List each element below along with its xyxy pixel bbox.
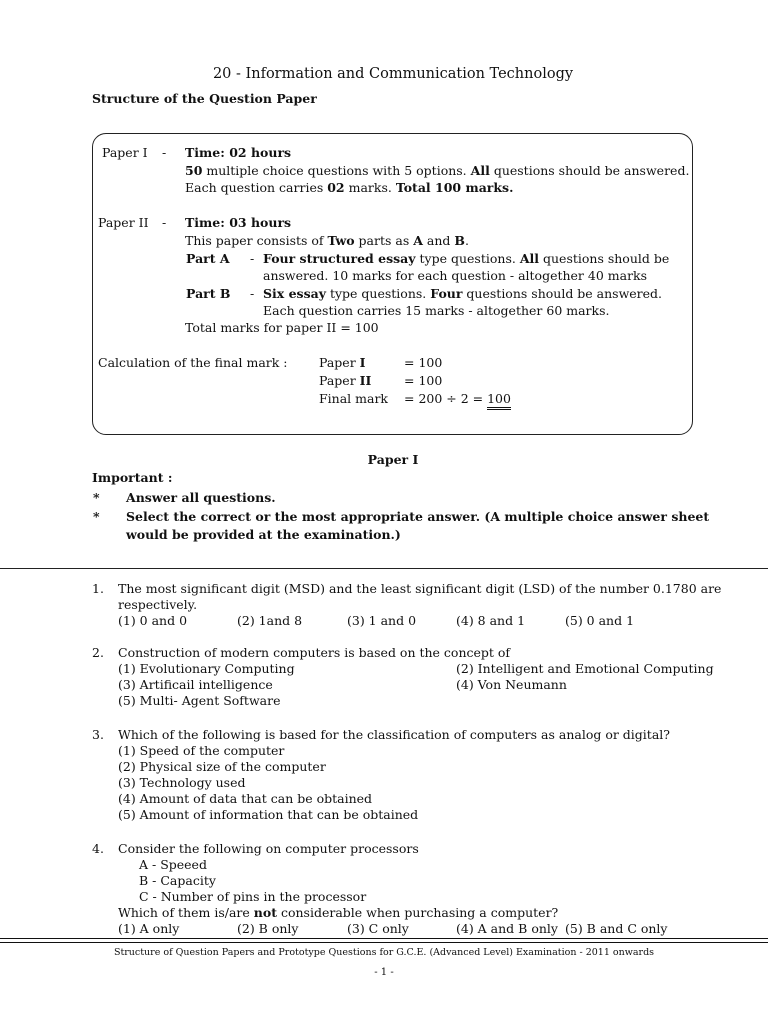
page-footer: Structure of Question Papers and Prototype Questions for G.C.E. (Advanced Level) Examination - 2011 onwards (113, 947, 655, 958)
section-subtitle: Structure of the Question Paper (92, 91, 317, 106)
question-4-option-4[interactable]: (4) A and B only (456, 921, 558, 936)
paper2-line1-mid: parts as (354, 233, 414, 248)
question-4-text: Consider the following on computer processors (118, 841, 419, 856)
question-3-option-3[interactable]: (3) Technology used (118, 775, 246, 790)
important-item-2-line2: would be provided at the examination.) (126, 527, 401, 542)
part-a-type: Four structured essay (263, 251, 416, 266)
question-4-prompt-not: not (253, 905, 277, 920)
question-4-number: 4. (92, 841, 104, 856)
paper2-part-b: B (454, 233, 465, 248)
question-3-text: Which of the following is based for the classification of computers as analog or digital? (118, 727, 670, 742)
paper1-time: Time: 02 hours (185, 145, 292, 160)
question-4-item-b: B - Capacity (139, 873, 216, 888)
question-1-number: 1. (92, 581, 104, 596)
important-label: Important : (92, 470, 173, 485)
question-4-option-2[interactable]: (2) B only (237, 921, 299, 936)
calc-paper2-text: Paper (319, 373, 360, 388)
paper2-label: Paper II (98, 215, 149, 230)
important-item-2-line1: Select the correct or the most appropriate answer. (A multiple choice answer sheet (126, 509, 710, 524)
part-a-dash: - (250, 251, 255, 266)
calc-final-value (404, 391, 511, 406)
calc-paper1-numeral: I (359, 355, 366, 370)
question-1-option-1[interactable]: (1) 0 and 0 (118, 613, 188, 628)
question-2-option-2[interactable]: (2) Intelligent and Emotional Computing (456, 661, 714, 676)
part-b-line1 (263, 286, 662, 301)
paper2-period: . (464, 233, 469, 248)
paper1-all: All (470, 163, 490, 178)
page-number: - 1 - (374, 967, 394, 978)
question-4-option-1[interactable]: (1) A only (118, 921, 180, 936)
question-3-option-2[interactable]: (2) Physical size of the computer (118, 759, 326, 774)
paper2-two: Two (327, 233, 355, 248)
question-2-text: Construction of modern computers is based on the concept of (118, 645, 511, 660)
calc-final-label: Final mark (319, 391, 389, 406)
part-a-text: type questions. (415, 251, 520, 266)
part-a-line1 (263, 251, 669, 266)
question-1-text-line2: respectively. (118, 597, 198, 612)
important-item-1: Answer all questions. (126, 490, 276, 505)
question-2-option-4[interactable]: (4) Von Neumann (456, 677, 567, 692)
calc-paper2-value: = 100 (404, 373, 443, 388)
part-a-line2: answered. 10 marks for each question - altogether 40 marks (263, 268, 648, 283)
paper2-line1 (185, 233, 469, 248)
question-3-option-5[interactable]: (5) Amount of information that can be obtained (118, 807, 419, 822)
calc-paper1-text: Paper (319, 355, 360, 370)
question-1-option-2[interactable]: (2) 1and 8 (237, 613, 303, 628)
calc-label: Calculation of the final mark : (98, 355, 288, 370)
question-1-text-line1: The most significant digit (MSD) and the least significant digit (LSD) of the number 0.1780 are (118, 581, 722, 596)
question-1-option-4[interactable]: (4) 8 and 1 (456, 613, 526, 628)
page-title: 20 - Information and Communication Technology (212, 66, 574, 82)
paper1-line1-text: multiple choice questions with 5 options. (202, 163, 471, 178)
question-4-prompt-start: Which of them is/are (118, 905, 254, 920)
calc-final-result: 100 (487, 391, 511, 410)
paper2-time: Time: 03 hours (185, 215, 292, 230)
part-b-end: questions should be answered. (462, 286, 663, 301)
divider-top (0, 568, 768, 569)
question-4-item-a: A - Speeed (139, 857, 207, 872)
paper1-total: Total 100 marks. (395, 180, 514, 195)
question-1-option-3[interactable]: (3) 1 and 0 (347, 613, 417, 628)
part-a-label: Part A (186, 251, 230, 266)
paper2-dash: - (162, 215, 167, 230)
paper1-line1 (185, 163, 689, 178)
bullet-2: * (93, 509, 100, 524)
part-b-four: Four (430, 286, 463, 301)
structure-box (92, 133, 693, 435)
question-3-number: 3. (92, 727, 104, 742)
part-b-text: type questions. (325, 286, 431, 301)
divider-bottom-2 (0, 942, 768, 943)
calc-paper1-label (319, 355, 366, 370)
paper1-dash: - (162, 145, 167, 160)
paper1-heading: Paper I (367, 452, 419, 467)
divider-bottom-1 (0, 938, 768, 939)
question-2-option-1[interactable]: (1) Evolutionary Computing (118, 661, 295, 676)
calc-final-expression: = 200 ÷ 2 = (404, 391, 488, 406)
paper1-line1-end: questions should be answered. (489, 163, 690, 178)
question-2-number: 2. (92, 645, 104, 660)
bullet-1: * (93, 490, 100, 505)
question-4-prompt-end: considerable when purchasing a computer? (276, 905, 559, 920)
question-3-option-4[interactable]: (4) Amount of data that can be obtained (118, 791, 373, 806)
question-3-option-1[interactable]: (1) Speed of the computer (118, 743, 285, 758)
calc-paper2-label (319, 373, 371, 388)
part-b-type: Six essay (263, 286, 326, 301)
question-2-option-3[interactable]: (3) Artificail intelligence (118, 677, 273, 692)
paper1-count: 50 (185, 163, 203, 178)
question-4-prompt (118, 905, 558, 920)
paper1-line2 (185, 180, 513, 195)
part-a-all: All (519, 251, 540, 266)
paper1-label: Paper I (102, 145, 148, 160)
part-b-line2: Each question carries 15 marks - altogether 60 marks. (263, 303, 610, 318)
question-4-option-5[interactable]: (5) B and C only (565, 921, 668, 936)
part-b-dash: - (250, 286, 255, 301)
question-1-option-5[interactable]: (5) 0 and 1 (565, 613, 635, 628)
paper1-line2-text: Each question carries (185, 180, 328, 195)
part-a-end: questions should be (539, 251, 670, 266)
question-4-item-c: C - Number of pins in the processor (139, 889, 367, 904)
paper2-and: and (422, 233, 455, 248)
paper2-total: Total marks for paper II = 100 (185, 320, 379, 335)
question-4-option-3[interactable]: (3) C only (347, 921, 409, 936)
paper2-part-a: A (413, 233, 423, 248)
paper1-marks: 02 (327, 180, 345, 195)
calc-paper2-numeral: II (359, 373, 372, 388)
paper2-line1-text: This paper consists of (185, 233, 328, 248)
question-2-option-5[interactable]: (5) Multi- Agent Software (118, 693, 281, 708)
part-b-label: Part B (186, 286, 231, 301)
calc-paper1-value: = 100 (404, 355, 443, 370)
paper1-line2-mid: marks. (344, 180, 396, 195)
